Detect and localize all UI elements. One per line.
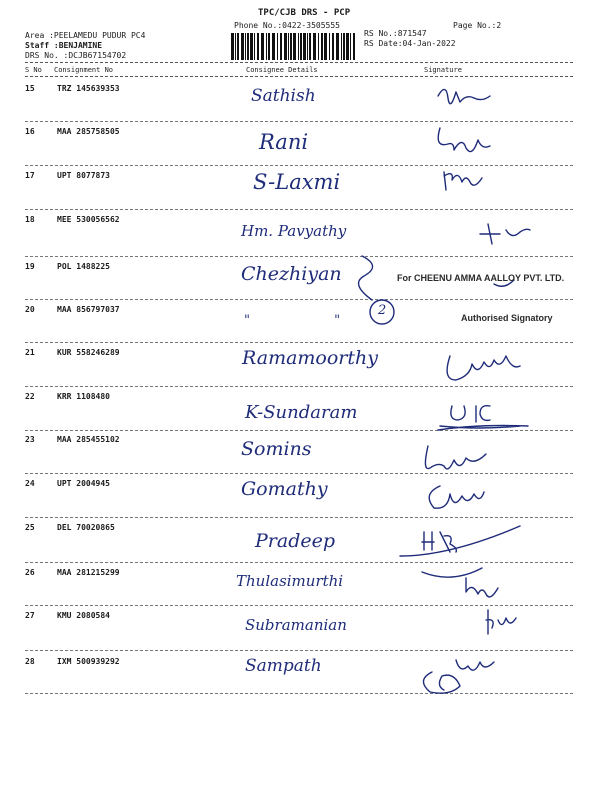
col-header-signature: Signature: [424, 66, 462, 74]
signature-mark-15: [438, 89, 490, 103]
consignee-name-24: Gomathy: [241, 478, 328, 500]
row-sno: 16: [25, 127, 35, 136]
row-consignment: UPT 8077873: [57, 171, 110, 180]
row-sno: 18: [25, 215, 35, 224]
rs-date: RS Date:04-Jan-2022: [364, 39, 456, 48]
phone-number: Phone No.:0422-3505555: [234, 21, 340, 30]
signature-mark-25: [400, 526, 520, 556]
consignee-name-18: Hm. Pavyathy: [241, 222, 347, 240]
col-header-sno: S No: [25, 66, 42, 74]
col-header-consignee: Consignee Details: [246, 66, 318, 74]
row-sno: 26: [25, 568, 35, 577]
row-sno: 17: [25, 171, 35, 180]
signature-mark-18: [480, 224, 530, 244]
signature-mark-27: [486, 610, 516, 634]
signature-mark-24: [429, 486, 484, 508]
signature-mark-22: [438, 406, 528, 430]
area-label: Area :PEELAMEDU PUDUR PC4: [25, 31, 146, 40]
staff-label: Staff :BENJAMINE: [25, 41, 103, 50]
row-consignment: DEL 70020865: [57, 523, 115, 532]
consignee-name-15: Sathish: [251, 86, 316, 106]
consignee-name-17: S-Laxmi: [253, 170, 341, 194]
row-consignment: TRZ 145639353: [57, 84, 120, 93]
row-consignment: UPT 2004945: [57, 479, 110, 488]
signature-mark-26: [422, 568, 498, 597]
row-consignment: MAA 285455102: [57, 435, 120, 444]
row-sno: 20: [25, 305, 35, 314]
row-consignment: MAA 281215299: [57, 568, 120, 577]
row-sno: 22: [25, 392, 35, 401]
consignee-name-23: Somins: [241, 438, 312, 460]
row-consignment: MAA 285758505: [57, 127, 120, 136]
row-sno: 23: [25, 435, 35, 444]
document-title: TPC/CJB DRS - PCP: [258, 8, 351, 18]
row-sno: 27: [25, 611, 35, 620]
signature-mark-17: [444, 172, 482, 190]
signature-mark-23: [425, 446, 486, 469]
row-consignment: KRR 1108480: [57, 392, 110, 401]
consignee-name-25: Pradeep: [255, 530, 336, 552]
rs-number: RS No.:871547: [364, 29, 427, 38]
circled-number: 2: [378, 303, 387, 318]
consignee-name-22: K-Sundaram: [245, 402, 358, 423]
page-number: Page No.:2: [453, 21, 502, 30]
consignee-name-28: Sampath: [245, 656, 322, 676]
consignee-name-19: Chezhiyan: [241, 263, 342, 285]
consignee-name-20: " ": [244, 313, 341, 328]
row-consignment: POL 1488225: [57, 262, 110, 271]
col-header-consignment: Consignment No: [54, 66, 114, 74]
row-consignment: MEE 530056562: [57, 215, 120, 224]
consignee-name-27: Subramanian: [245, 616, 347, 634]
row-sno: 19: [25, 262, 35, 271]
consignee-name-21: Ramamoorthy: [242, 347, 378, 369]
row-sno: 28: [25, 657, 35, 666]
row-consignment: KMU 2080584: [57, 611, 110, 620]
company-stamp: For CHEENU AMMA AALLOY PVT. LTD.: [397, 273, 565, 283]
consignee-name-26: Thulasimurthi: [236, 572, 344, 590]
drs-number: DRS No. :DCJB67154702: [25, 51, 127, 60]
authorised-signatory: Authorised Signatory: [461, 313, 553, 323]
signature-mark-21: [447, 356, 520, 380]
row-consignment: KUR 558246289: [57, 348, 120, 357]
signature-mark-28: [423, 660, 494, 693]
row-sno: 25: [25, 523, 35, 532]
row-sno: 15: [25, 84, 35, 93]
bracket-mark: [359, 256, 373, 300]
row-consignment: MAA 856797037: [57, 305, 120, 314]
row-sno: 24: [25, 479, 35, 488]
signature-mark-16: [438, 128, 490, 152]
row-consignment: IXM 500939292: [57, 657, 120, 666]
consignee-name-16: Rani: [259, 130, 309, 154]
row-sno: 21: [25, 348, 35, 357]
